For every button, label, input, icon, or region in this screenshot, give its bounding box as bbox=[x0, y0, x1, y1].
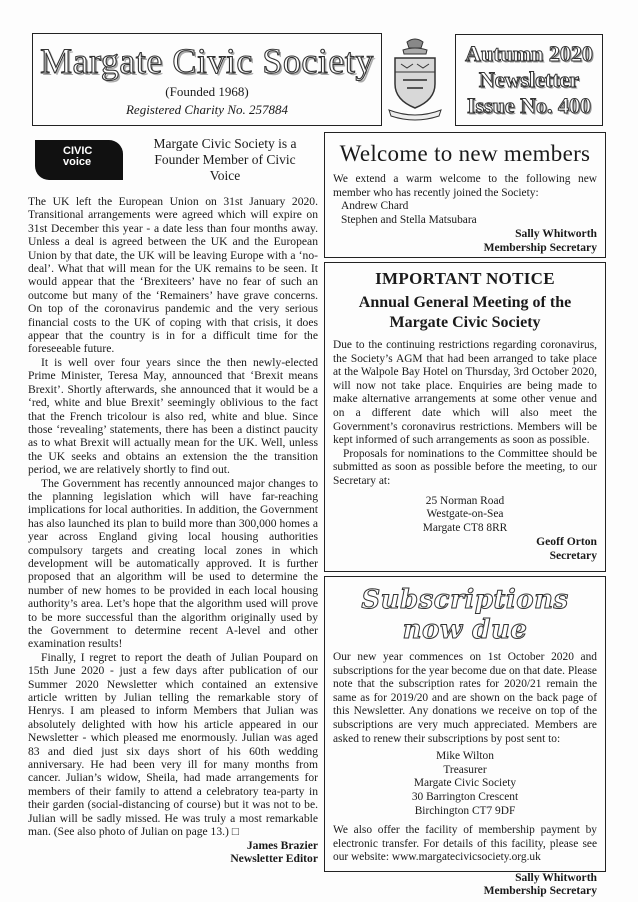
treasurer-address-line: Birchington CT7 9DF bbox=[414, 804, 516, 817]
treasurer-address-line: 30 Barrington Crescent bbox=[411, 790, 519, 803]
agm-notice-box bbox=[324, 262, 606, 572]
charity-number: Registered Charity No. 257884 bbox=[125, 102, 288, 117]
article-paragraph: The UK left the European Union on 31st January 2020. Transitional arrangements were agreed which will expire on 31st December this year - a date less than four months away. Unless a deal is agreed between the UK and the European Union by that date, the UK will be leaving Europe with a ‘no-deal’. What that will mean for the UK remains to be seen. It would appear that the ‘Brexiteers’ have no fear of such an outcome but many of the ‘Remainers’ have grave concerns. On top of the coronavirus pandemic and the very serious financial costs to the UK of coping with that crisis, it does appear that the country is in for a difficult time for the foreseeable future. bbox=[28, 195, 318, 356]
notice-signer-role: Secretary bbox=[549, 548, 597, 562]
secretary-address-line: 25 Norman Road bbox=[425, 494, 505, 507]
subscriptions-paragraph: Our new year commences on 1st October 2020 and subscriptions for the year become due on that date. Please note that the subscription rates for 2020/21 remain the same as for 2019/20 and are shown on the back page of this Newsletter. Any donations we receive on top of the subscriptions are very much appreciated. Members are asked to renew their subscriptions by post sent to: bbox=[333, 651, 597, 745]
issue-type: Newsletter bbox=[478, 67, 580, 92]
subscriptions-heading: Subscriptions now due bbox=[361, 585, 569, 645]
welcome-box bbox=[324, 132, 606, 258]
article-author: James Brazier bbox=[246, 838, 318, 852]
masthead bbox=[32, 33, 382, 126]
subscriptions-signer-role: Membership Secretary bbox=[483, 884, 597, 898]
subscriptions-signer: Sally Whitworth bbox=[515, 870, 597, 884]
article-paragraph: The Government has recently announced major changes to the planning legislation which will have far-reaching implications for local authorities. In addition, the Government has also launched its plan to build more than 300,000 homes a year across England giving local housing authorities compulsory targets and creating local zones in which development will be automatically approved. It is further proposed that an algorithm will be used to determine the number of new homes to be provided in each local housing authority’s area. Let’s hope that the algorithm used will prove to be more successful than the algorithm originally used by the Government to determine recent A-level and other examination results! bbox=[28, 476, 318, 651]
issue-number: Issue No. 400 bbox=[466, 93, 592, 118]
civic-voice-logo-line2: voice bbox=[63, 156, 92, 168]
article-author-role: Newsletter Editor bbox=[230, 851, 318, 865]
secretary-address-line: Westgate-on-Sea bbox=[426, 508, 504, 521]
society-title: Margate Civic Society bbox=[40, 41, 374, 81]
founder-member-text: Margate Civic Society is a Founder Member of Civic Voice bbox=[153, 136, 297, 183]
welcome-signer: Sally Whitworth bbox=[515, 227, 597, 241]
subscriptions-paragraph: We also offer the facility of membership payment by electronic transfer. For details of this facility, please see our website: www.margatecivicsociety.org.uk bbox=[333, 824, 597, 864]
editorial-article bbox=[28, 195, 318, 865]
subscriptions-box bbox=[324, 576, 606, 898]
notice-label: IMPORTANT NOTICE bbox=[375, 269, 555, 288]
new-member: Stephen and Stella Matsubara bbox=[341, 213, 477, 226]
treasurer-address-line: Mike Wilton bbox=[436, 750, 494, 763]
issue-season: Autumn 2020 bbox=[465, 41, 593, 66]
new-member: Andrew Chard bbox=[341, 200, 409, 213]
treasurer-address-line: Treasurer bbox=[443, 763, 487, 776]
welcome-signer-role: Membership Secretary bbox=[483, 240, 597, 254]
issue-box bbox=[455, 34, 603, 126]
civic-voice-logo-line1: CIVIC bbox=[63, 145, 93, 157]
notice-paragraph: Due to the continuing restrictions regarding coronavirus, the Society’s AGM that had been arranged to take place at the Walpole Bay Hotel on Thursday, 3rd October 2020, will now not take place. Enquiries are being made to make alternative arrangements at some other venue and on a different date which will also meet the Government’s coronavirus restrictions. Members will be kept informed of such arrangements as soon as possible. bbox=[333, 339, 597, 447]
treasurer-address-line: Margate Civic Society bbox=[413, 777, 517, 790]
notice-signer: Geoff Orton bbox=[536, 535, 597, 549]
notice-heading: Annual General Meeting of the Margate Civic Society bbox=[358, 294, 572, 331]
article-paragraph: It is well over four years since the then newly-elected Prime Minister, Teresa May, announced that ‘Brexit means Brexit’. Shortly afterwards, she announced that it would be a ‘red, white and blue Brexit’ seemingly oblivious to the fact that the French tricolour is also red, white and blue. Since those ‘revealing’ statements, there has been a distinct paucity as to what Brexit will actually mean for the UK. Well, unless the UK seeks and obtains an extension the the transition period, we are relatively shortly to find out. bbox=[28, 355, 318, 477]
notice-paragraph: Proposals for nominations to the Committee should be submitted as soon as possible before the meeting, to our Secretary at: bbox=[333, 447, 597, 487]
welcome-intro: We extend a warm welcome to the following new member who has recently joined the Society: bbox=[333, 173, 597, 199]
founded-line: (Founded 1968) bbox=[165, 84, 249, 99]
coat-of-arms-icon bbox=[385, 36, 445, 121]
welcome-heading: Welcome to new members bbox=[339, 141, 591, 166]
secretary-address-line: Margate CT8 8RR bbox=[422, 521, 508, 534]
article-paragraph: Finally, I regret to report the death of Julian Poupard on 15th June 2020 - just a few days after publication of our Summer 2020 Newsletter which contained an extensive article written by Julian telling the remarkable story of Henrys. I am pleased to inform Members that Julian was absolutely delighted with how his article appeared in our Newsletter - which pleased me enormously. Julian was aged 83 and died just six days short of his 60th wedding anniversary. He had been very ill for many months from cancer. Julian’s widow, Sheila, had made arrangements for members of their family to attend a celebratory tea-party in their garden (social-distancing of course) but it was not to be. Julian will be sadly missed. He was truly a most remarkable man. (See also photo of Julian on page 13.) □ bbox=[28, 650, 318, 839]
